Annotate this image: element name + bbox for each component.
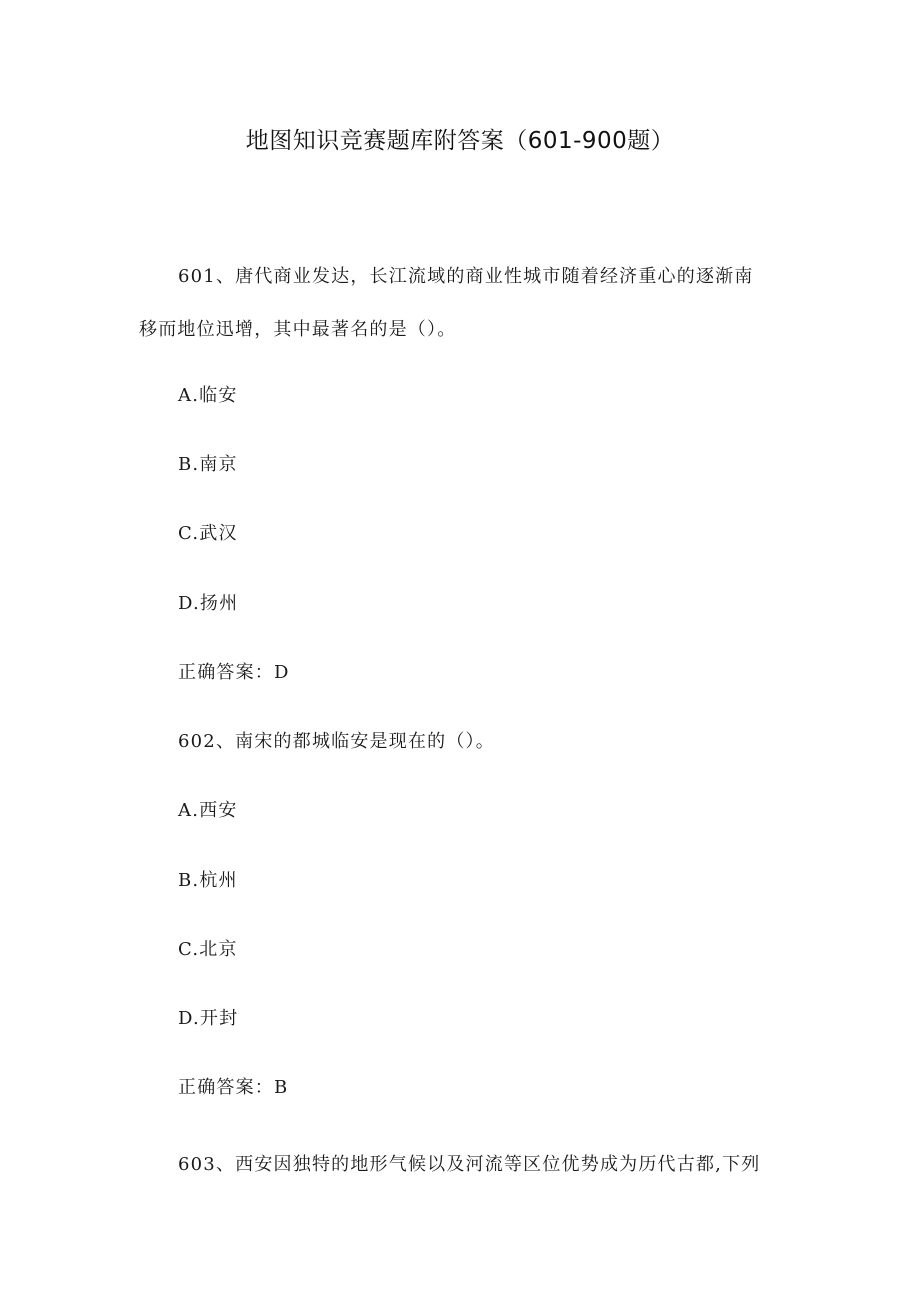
question-601-option-b: B.南京 [178, 454, 238, 475]
question-602-option-c: C.北京 [178, 939, 238, 960]
question-602-answer: 正确答案：B [178, 1077, 289, 1098]
question-603-stem-line1: 603、西安因独特的地形气候以及河流等区位优势成为历代古都,下列 [178, 1154, 761, 1175]
question-602-stem-line1: 602、南宋的都城临安是现在的（）。 [178, 731, 495, 752]
question-601-stem-line1: 601、唐代商业发达，长江流域的商业性城市随着经济重心的逐渐南 [178, 266, 754, 287]
question-602-option-b: B.杭州 [178, 870, 238, 891]
question-601-option-c: C.武汉 [178, 523, 238, 544]
question-601-stem-line2: 移而地位迅增，其中最著名的是（）。 [139, 319, 457, 340]
question-602-option-d: D.开封 [178, 1008, 239, 1029]
question-602-option-a: A.西安 [178, 800, 238, 821]
question-601-answer: 正确答案：D [178, 662, 290, 683]
question-601-option-d: D.扬州 [178, 593, 239, 614]
document-title: 地图知识竞赛题库附答案（601-900题） [245, 128, 675, 154]
question-601-option-a: A.临安 [178, 385, 238, 406]
